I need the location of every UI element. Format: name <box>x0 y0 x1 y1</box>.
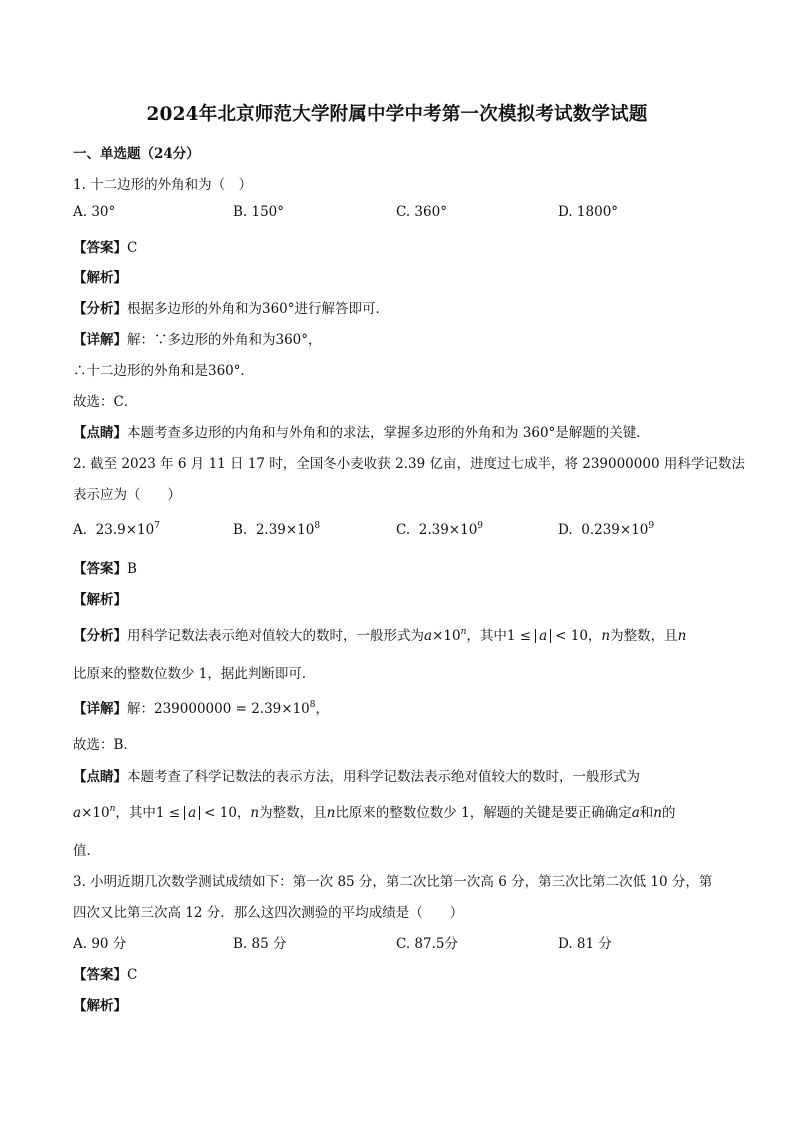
q1-comment <box>73 421 650 441</box>
q1-detail-line2: ∴十二边形的外角和是360°． <box>73 363 255 379</box>
option-exponent: 7 <box>154 521 160 531</box>
q1-answer <box>73 236 137 256</box>
ineq-left: 1 ≤ <box>155 805 181 821</box>
q3-analysis-label: 【解析】 <box>73 998 127 1014</box>
ineq-left: 1 ≤ <box>506 628 532 644</box>
var-n: n <box>677 628 687 644</box>
q3-answer-value: C <box>127 967 138 983</box>
q2-comment-b: ，其中 <box>115 805 156 821</box>
option-mantissa: 2.39×10 <box>255 522 315 538</box>
option-mantissa: 0.239×10 <box>581 522 649 538</box>
q1-stem: 1. 十二边形的外角和为（ ） <box>73 177 253 193</box>
option-letter: D. <box>558 522 573 538</box>
fenxi-label: 【分析】 <box>73 301 127 317</box>
q2-comment-d: 比原来的整数位数少 1，解题的关键是要正确确定 <box>335 805 632 821</box>
option-letter: B. <box>233 522 248 538</box>
fenxi-label: 【分析】 <box>73 628 127 644</box>
option-mantissa: 23.9×10 <box>95 522 155 538</box>
q2-option-d <box>558 521 654 538</box>
answer-label: 【答案】 <box>73 967 127 983</box>
q2-comment-line2 <box>73 801 675 821</box>
comment-label: 【点睛】 <box>73 425 127 441</box>
q2-fenxi <box>73 624 686 644</box>
q2-fenxi-text-c: 为整数，且 <box>610 628 678 644</box>
formula-exp: n <box>109 804 116 814</box>
section-heading: 一、单选题（24分） <box>73 146 200 162</box>
q2-answer-value: B <box>127 561 137 577</box>
q1-fenxi <box>73 297 389 317</box>
q3-answer <box>73 963 137 983</box>
option-letter: C. <box>396 522 411 538</box>
q1-detail <box>73 328 322 348</box>
q1-option-b: B. 150° <box>233 204 285 220</box>
q3-option-b: B. 85 分 <box>233 936 287 952</box>
formula-times: ×10 <box>81 805 110 821</box>
q2-detail-end: ， <box>315 701 329 717</box>
q3-stem: 3. 小明近期几次数学测试成绩如下：第一次 85 分，第二次比第一次高 6 分，第三次比第二次低 10 分，第 <box>73 874 713 890</box>
q1-option-d: D. 1800° <box>558 204 619 220</box>
q2-option-b <box>233 521 320 538</box>
var-n: n <box>250 805 260 821</box>
q1-choose: 故选：C． <box>73 394 138 410</box>
formula-a: a <box>424 628 433 644</box>
q2-fenxi-text-b: ，其中 <box>466 628 507 644</box>
option-exponent: 8 <box>314 521 321 531</box>
q2-comment-line3: 值． <box>73 843 100 859</box>
q2-choose: 故选：B． <box>73 737 137 753</box>
q2-detail-text: 解：239000000 = 2.39×10 <box>127 701 310 717</box>
var-n: n <box>601 628 611 644</box>
answer-label: 【答案】 <box>73 561 127 577</box>
comment-label: 【点睛】 <box>73 769 127 785</box>
formula-exp: n <box>460 627 467 637</box>
q3-option-a: A. 90 分 <box>73 936 127 952</box>
option-mantissa: 2.39×10 <box>418 522 478 538</box>
q2-option-c <box>396 521 483 538</box>
var-a: a <box>631 805 640 821</box>
q2-comment <box>73 765 640 785</box>
q2-comment-e: 和 <box>639 805 654 821</box>
q2-comment-c: 为整数，且 <box>259 805 327 821</box>
option-exponent: 9 <box>477 521 484 531</box>
q1-detail-text: 解：∵多边形的外角和为360°， <box>127 332 322 348</box>
q2-analysis-label: 【解析】 <box>73 592 127 608</box>
exam-title: 2024年北京师范大学附属中学中考第一次模拟考试数学试题 <box>146 104 648 125</box>
ineq-right: < 10 <box>555 628 588 644</box>
q2-option-a <box>73 521 160 538</box>
q2-fenxi-text: 用科学记数法表示绝对值较大的数时，一般形式为 <box>127 628 424 644</box>
q2-stem: 2. 截至 2023 年 6 月 11 日 17 时，全国冬小麦收获 2.39 亿亩，进度过七成半，将 239000000 用科学记数法 <box>73 456 745 472</box>
q2-detail-exp: 8 <box>309 700 316 710</box>
q2-comment-f: 的 <box>661 805 676 821</box>
abs-a: a <box>184 806 200 820</box>
q1-analysis-label: 【解析】 <box>73 270 127 286</box>
q2-detail <box>73 697 329 717</box>
option-exponent: 9 <box>648 521 655 531</box>
q1-fenxi-text: 根据多边形的外角和为360°进行解答即可． <box>127 301 390 317</box>
var-n: n <box>653 805 662 821</box>
q3-stem-line2: 四次又比第三次高 12 分．那么这四次测验的平均成绩是（ ） <box>73 905 464 921</box>
q3-option-d: D. 81 分 <box>558 936 612 952</box>
q2-comment-text: 本题考查了科学记数法的表示方法，用科学记数法表示绝对值较大的数时，一般形式为 <box>127 769 640 785</box>
var-n: n <box>326 805 336 821</box>
q3-option-c: C. 87.5分 <box>396 936 458 952</box>
option-letter: A. <box>73 522 88 538</box>
q1-option-c: C. 360° <box>396 204 447 220</box>
q2-fenxi-line2: 比原来的整数位数少 1，据此判断即可． <box>73 666 316 682</box>
detail-label: 【详解】 <box>73 701 127 717</box>
separator: ， <box>236 805 251 821</box>
formula-times: ×10 <box>432 628 461 644</box>
q1-option-a: A. 30° <box>73 204 116 220</box>
ineq-right: < 10 <box>204 805 237 821</box>
q1-answer-value: C <box>127 240 138 256</box>
formula-a: a <box>73 805 82 821</box>
abs-a: a <box>535 629 551 643</box>
q2-stem-line2: 表示应为（ ） <box>73 487 181 503</box>
q1-comment-text: 本题考查多边形的内角和与外角和的求法，掌握多边形的外角和为 360°是解题的关键． <box>127 425 650 441</box>
q2-answer <box>73 557 137 577</box>
answer-label: 【答案】 <box>73 240 127 256</box>
separator: ， <box>587 628 602 644</box>
detail-label: 【详解】 <box>73 332 127 348</box>
